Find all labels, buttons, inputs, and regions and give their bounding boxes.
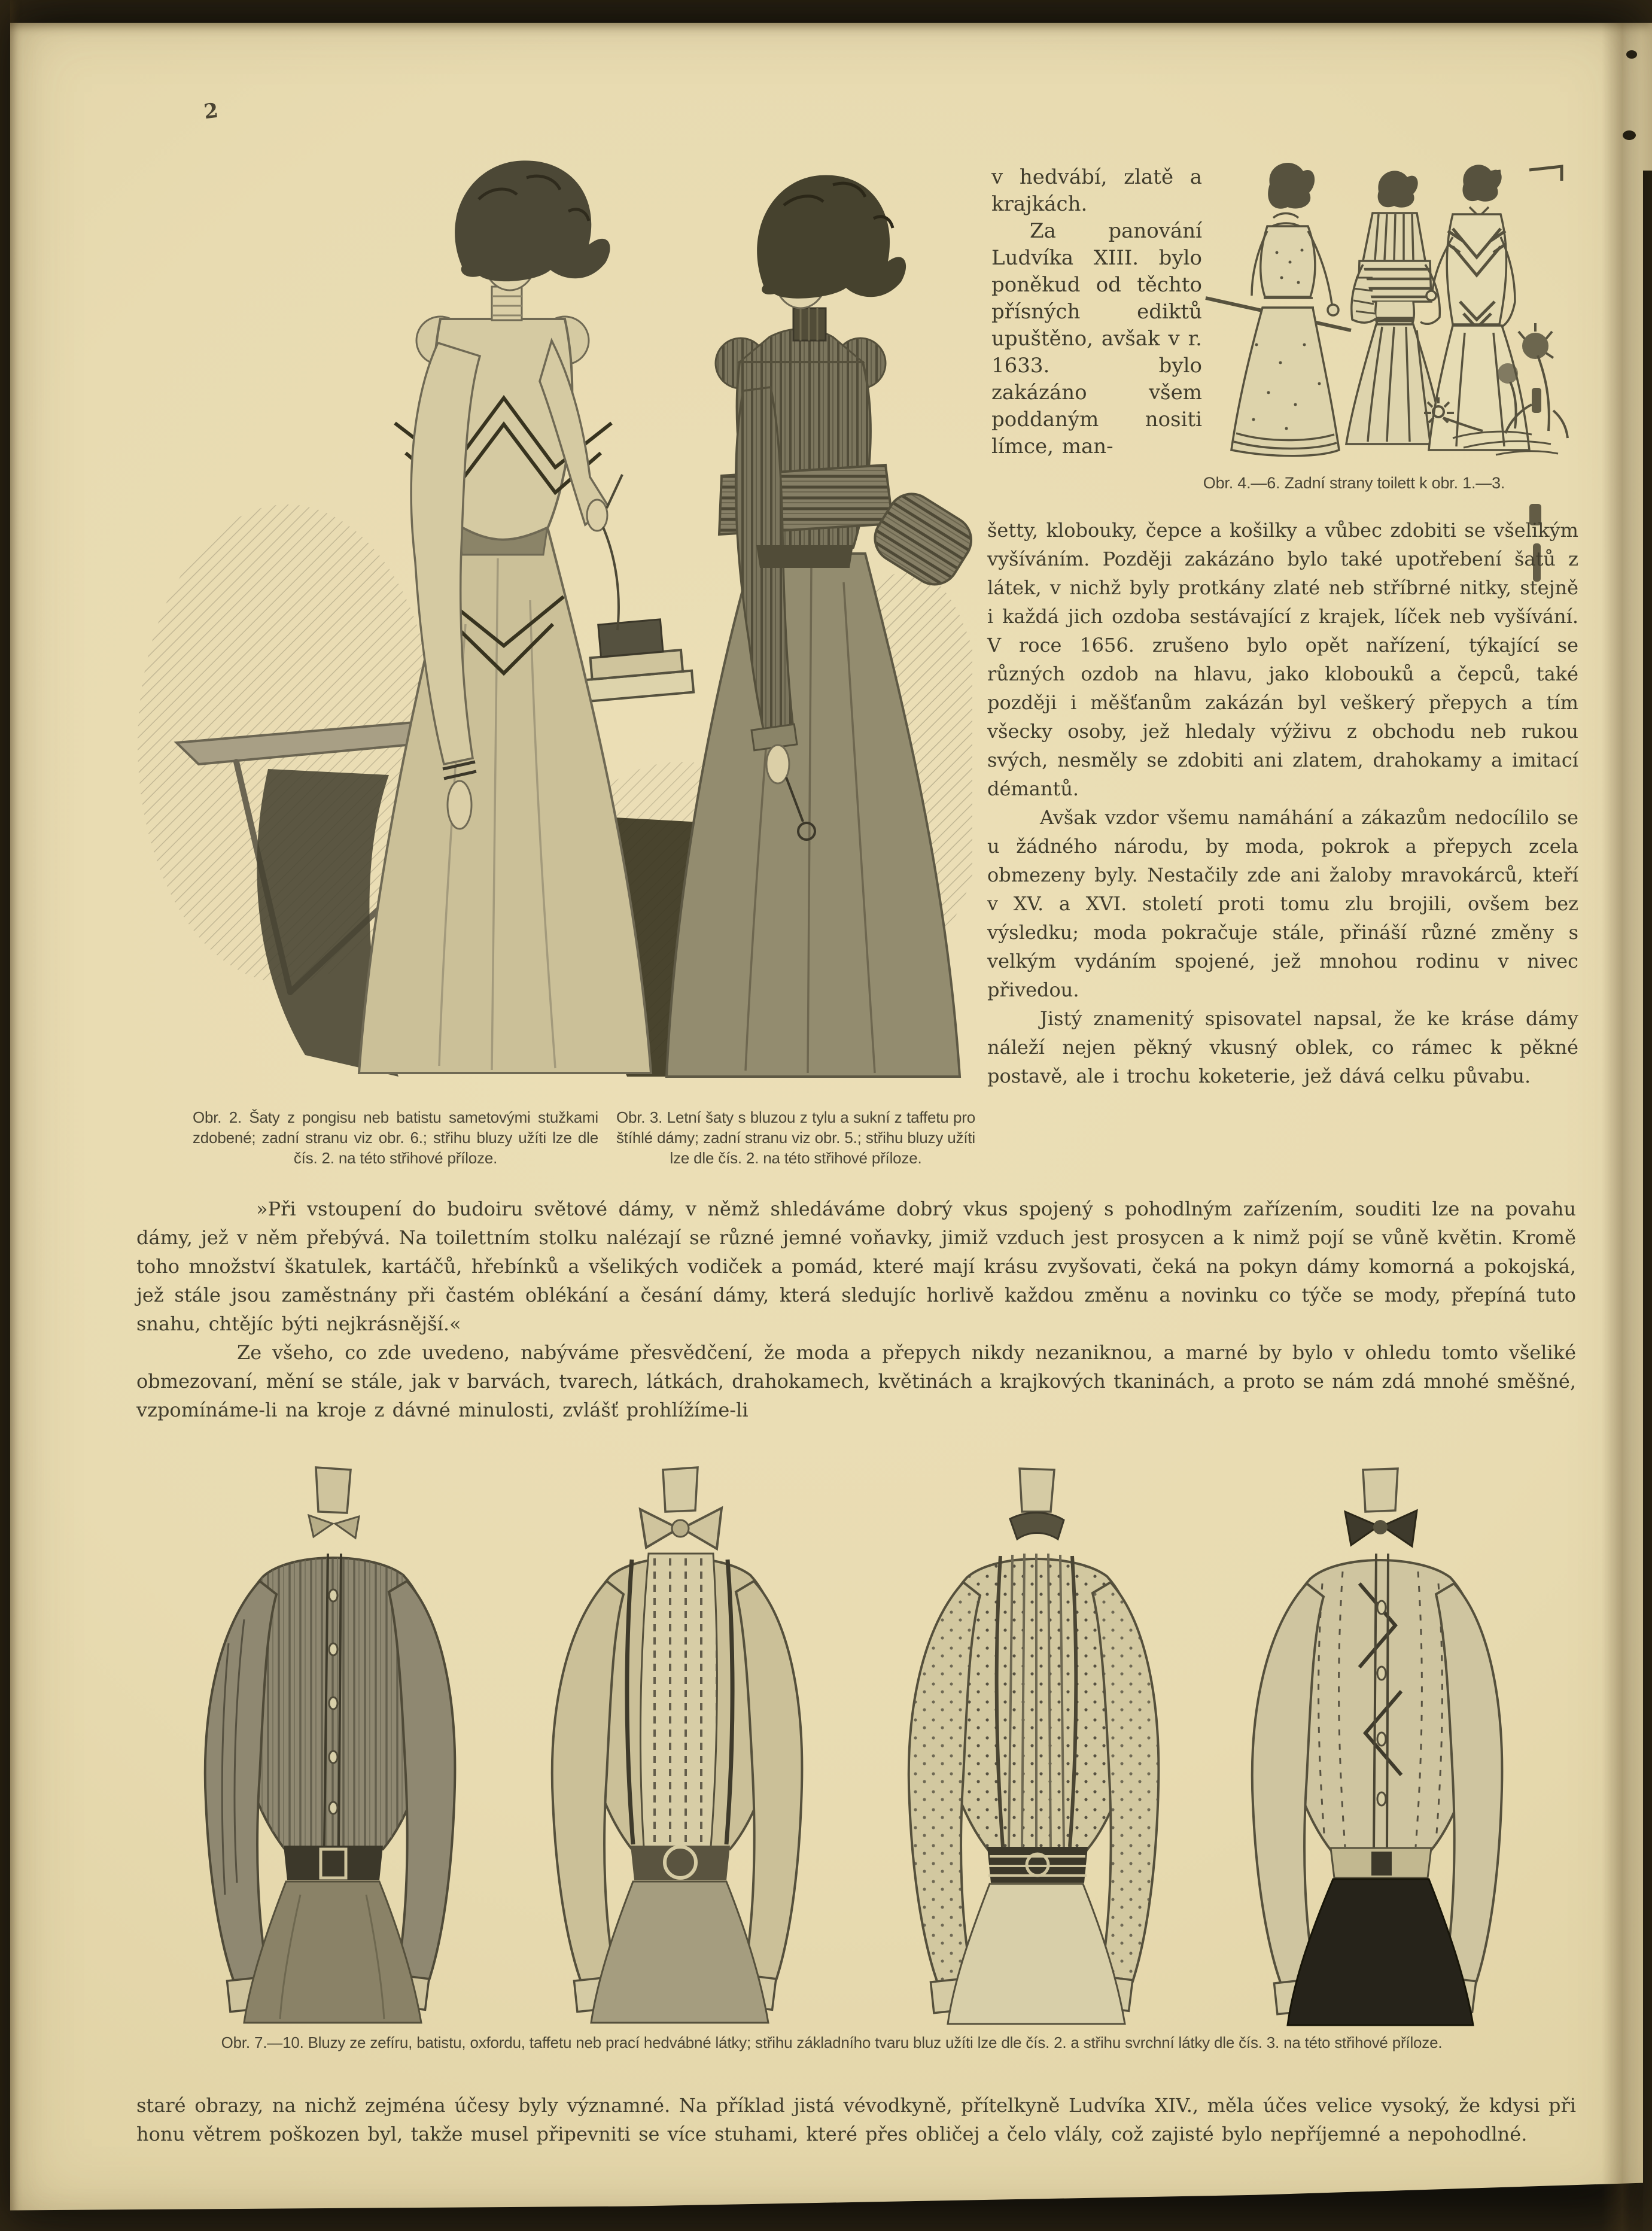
page-edge-dot-mark	[1626, 50, 1637, 59]
blouses-illustration	[103, 1464, 1569, 2029]
wide-text-column	[987, 516, 1578, 1090]
top-black-border	[0, 0, 1652, 23]
paragraph-continued: v hedvábí, zlatě a krajkách.	[991, 165, 1202, 216]
paragraph-stare-obrazy: staré obrazy, na nichž zejména účesy byly významné. Na příklad jistá vévodkyně, přítelkyně Ludvíka XIV., měla účes velice vysoký, že kdysi při honu větrem poškozen byl, takže musel připevniti se více stuhami, které přes obličej a čelo vlály, což zajisté bylo nepříjemné a nepohodlné.	[136, 2094, 1576, 2145]
two-ladies-engraving	[108, 139, 972, 1082]
page-edge-dot-mark	[1623, 130, 1636, 140]
blouse-figure-7	[205, 1467, 455, 2023]
caption-fig-2: Obr. 2. Šaty z pongisu neb batistu sametovými stužkami zdobené; zadní stranu viz obr. 6.; střihu bluzy užíti lze dle čís. 2. na této střihové příloze.	[193, 1108, 598, 1167]
bottom-black-border	[0, 2180, 1652, 2231]
three-back-view-figures	[1197, 147, 1574, 464]
blouse-figure-9	[909, 1469, 1159, 2024]
paragraph-budoir-quote: »Při vstoupení do budoiru světové dámy, v němž shledáváme dobrý vkus spojený s pohodlným zařízením, souditi lze na povahu dámy, jež v něm přebývá. Na toilettním stolku nalézají se různé jemné voňavky, jimiž vzduch jest prosycen a k nimž pojí se vůně květin. Kromě toho množství škatulek, kartáčů, hřebínků a všelikých vodiček a pomád, které mají krásu zvyšovati, čeká na pokyn dámy komorná a pokojská, jež stále jsou zaměstnány při častém oblékání a česání dámy, která sledujíc horlivě každou změnu a novinku co týče se mody, přepíná tuto snahu, chtějíc býti nejkrásnější.«	[136, 1197, 1576, 1335]
main-fashion-illustration	[108, 139, 972, 1082]
paragraph-edicts: šetty, klobouky, čepce a košilky a vůbec zdobiti se všelikým vyšíváním. Později zakázáno bylo také upotřebení šatů z látek, v nichž byly protkány zlaté neb stříbrné nitky, stejně i každá jich ozdoba sestávající z krajek, líček neb vyšívání. V roce 1656. zrušeno bylo opět nařízení, týkající se různých ozdob na hlavu, jako klobouků a čepců, také později i měšťanům zakázán byl veškerý přepych a tím všecky osoby, jež hledaly výživu z obchodu neb rukou svých, nesměly se zdobiti ani zlatem, drahokamy a imitací démantů.	[987, 519, 1578, 800]
right-page-edge	[1643, 171, 1652, 2231]
paragraph-spisovatel: Jistý znamenitý spisovatel napsal, že ke kráse dámy náleží nejen pěkný vkusný oblek, co rámec k pěkné postavě, ale i trochu koketerie, jež dává celku půvabu.	[987, 1007, 1578, 1087]
blouse-figure-10	[1252, 1469, 1502, 2025]
back-views-illustration	[1197, 147, 1574, 464]
full-width-text	[136, 1194, 1576, 1424]
page-number: 2	[202, 98, 220, 124]
caption-fig-3: Obr. 3. Letní šaty s bluzou z tylu a sukní z taffetu pro štíhlé dámy; zadní stranu viz obr. 5.; střihu bluzy užíti lze dle čís. 2. na této střihové příloze.	[616, 1108, 975, 1167]
paragraph-louis-xiii: Za panování Ludvíka XIII. bylo poněkud od těchto přísných ediktů upuštěno, avšak v r. 1633. bylo zakázáno všem poddaným nositi límce, man-	[991, 219, 1202, 458]
bottom-text-block	[136, 2091, 1576, 2148]
corner-sketch-mark	[1529, 166, 1562, 181]
caption-fig-7-10: Obr. 7.—10. Bluzy ze zefíru, batistu, oxfordu, taffetu neb prací hedvábné látky; střihu základního tvaru bluz užíti lze dle čís. 2. a střihu svrchní látky dle čís. 3. na této střihové příloze.	[221, 2034, 1443, 2051]
blouse-figure-8	[552, 1467, 802, 2023]
four-blouses-engraving	[103, 1464, 1569, 2029]
back-view-lady-1	[1206, 163, 1351, 456]
paragraph-avšak: Avšak vzdor všemu namáhání a zákazům nedocílilo se u žádného národu, by moda, pokrok a přepych zcela obmezeny byly. Nestačily zde ani žaloby mravokárců, kteří v XV. a XVI. století proti tomu zlu brojili, ovšem bez výsledku; moda pokračuje stále, přináší různé změny s velkým vydáním spojené, jež mnohou rodinu v nivec přivedou.	[987, 806, 1578, 1001]
narrow-text-column	[991, 164, 1202, 460]
paragraph-ze-vseho: Ze všeho, co zde uvedeno, nabýváme přesvědčení, že moda a přepych nikdy nezaniknou, a marné by bylo v ohledu tomto všeliké obmezovaní, mění se stále, jak v barvách, tvarech, látkách, drahokamech, květinách a krajkových tkaninách, a proto se nám zdá mnohé směšné, vzpomínáme-li na kroje z dávné minulosti, zvlášť prohlížíme-li	[136, 1341, 1576, 1421]
binding-crease-shadow	[1602, 23, 1641, 2231]
caption-fig-4-6: Obr. 4.—6. Zadní strany toilett k obr. 1.—3.	[1203, 474, 1505, 492]
left-black-border	[0, 0, 10, 2231]
